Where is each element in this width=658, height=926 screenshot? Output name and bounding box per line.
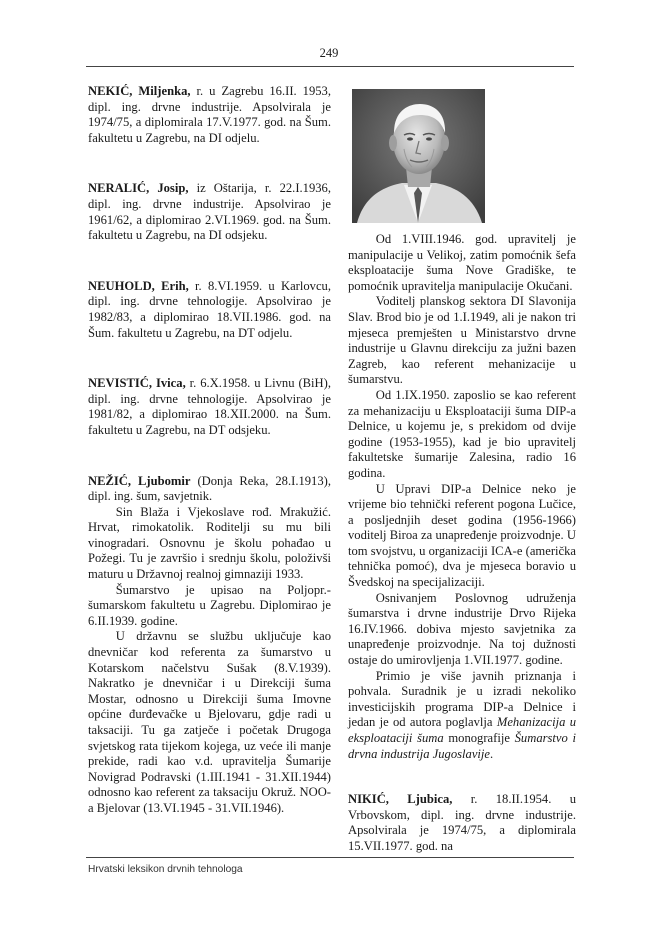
biography-paragraph-last — [348, 669, 576, 763]
paragraph-text: monografije — [443, 731, 515, 745]
entry-nekic — [88, 84, 331, 146]
portrait-image — [352, 89, 485, 223]
entry-surname: NEKIĆ, — [88, 84, 133, 98]
entry-nezic — [88, 474, 331, 817]
biography-paragraph: Voditelj planskog sektora DI Slavonija Slav. Brod bio je od 1.I.1949, ali je nakon tri mjeseca premješten u Ministarstvo drvne industrije u Glavnu direkciju za južni bazen Zagreb, kao referent mehanizacije u šumarstvu. — [348, 294, 576, 387]
entry-surname: NEVISTIĆ, — [88, 376, 153, 391]
biography-paragraph: U državnu se službu uključuje kao dnevničar kod referenta za šumarstvo u Kotarskom načelstvu Sušak (8.V.1939). Nakratko je dnevničar i u Direkciji šuma Mostar, odnosno u Direkciji šuma Imovne općine đurđevačke u Bjelovaru, gdje radi u taksaciji. Tu ga zatječe i početak Drugoga svjetskog rata tijekom kojega, uz veće ili manje prekide, radi kao v.d. upravitelja Šumarije Novigrad Podravski (1.III.1941 - 31.XII.1944) odnosno kao referent za taksaciju Okruž. NOO-a Bjelovar (13.VI.1945 - 31.VII.1946). — [88, 629, 331, 815]
entry-given-name: Erih, — [161, 278, 189, 293]
entry-given-name: Miljenka, — [138, 84, 191, 98]
entry-given-name: Ljubica, — [407, 792, 453, 807]
entry-given-name: Josip, — [157, 181, 189, 196]
biography-paragraph: U Upravi DIP-a Delnice neko je vrijeme bio tehnički referent pogona Lučice, a posljednjih deset godina (1956-1966) voditelj Biroa za unapređenje proizvodnje. U tom svojstvu, u organizaciji ICA-e (američka tehnička pomoć), dva je mjeseca boravio u Švedskoj na specijalizaciji. — [348, 481, 576, 590]
footer-title: Hrvatski leksikon drvnih tehnologa — [88, 864, 243, 875]
portrait-photo — [352, 89, 485, 223]
entry-text: r. u Zagrebu 16.II. 1953, dipl. ing. drvne industrije. Apsolvirala je 1974/75, a diplomirala 17.V.1977. god. na Šum. fakultetu u Zagrebu, na DI odjelu. — [88, 84, 331, 145]
biography-paragraph: Šumarstvo je upisao na Poljopr.-šumarskom fakultetu u Zagrebu. Diplomirao je 6.II.1939. godine. — [88, 582, 331, 628]
paragraph-text: . — [490, 746, 494, 761]
left-column — [88, 84, 331, 817]
entry-text: (Donja Reka, 28.I.1913), dipl. ing. šum, savjetnik. — [88, 473, 331, 504]
biography-paragraph: Od 1.IX.1950. zaposlio se kao referent za mehanizaciju u Eksploataciji šuma DIP-a Delnice, u kojemu je, s prekidom od dvije godine (1953-1955), kad je bio upravitelj fakultetske šumarije Zalesina, radio 16 godina. — [348, 387, 576, 480]
entry-given-name: Ivica, — [155, 376, 186, 391]
entry-text: r. 6.X.1958. u Livnu (BiH), dipl. ing. drvne tehnologije. Apsolvirao je 1981/82, a diplomirao 18.XII.2000. na Šum. fakultetu u Zagrebu, na DT odsjeku. — [88, 376, 331, 437]
paragraph-text: Primio je više javnih priznanja i pohvala. Suradnik je u izradi nekoliko investicijskih programa DIP-a Delnice i jedan je od autora poglavlja — [348, 668, 576, 730]
page-number: 249 — [319, 46, 339, 60]
entry-surname: NIKIĆ, — [348, 792, 389, 807]
entry-given-name: Ljubomir — [138, 473, 191, 488]
monograph-title: Šumarstvo i drvna industrija Jugoslavije — [348, 731, 576, 761]
footer-rule — [86, 857, 574, 858]
right-column — [348, 232, 576, 855]
entry-surname: NEUHOLD, — [88, 278, 155, 293]
entry-surname: NERALIĆ, — [88, 181, 150, 196]
entry-text: iz Oštarija, r. 22.I.1936, dipl. ing. drvne industrije. Apsolvirao je 1961/62, a diplomirao 2.VI.1969. god. na Šum. fakultetu u Zagrebu, na DI odsjeku. — [88, 181, 331, 243]
entry-surname: NEŽIĆ, — [88, 473, 132, 488]
entry-nevistic — [88, 376, 331, 438]
entry-text: r. 8.VI.1959. u Karlovcu, dipl. ing. drvne tehnologije. Apsolvirao je 1982/83, a diplomirao 18.VII.1986. god. na Šum. fakultetu u Zagrebu, na DT odjelu. — [88, 278, 332, 340]
entry-neralic — [88, 181, 331, 243]
entry-text: r. 18.II.1954. u Vrbovskom, dipl. ing. drvne industrije. Apsolvirala je 1974/75, a diplomirala 15.VII.1977. god. na — [348, 792, 576, 853]
biography-paragraph: Osnivanjem Poslovnog udruženja šumarstva i drvne industrije Drvo Rijeka 16.IV.1966. dobiva mjesto savjetnika za unapređenje proizvodnje. Na toj dužnosti ostaje do umirovljenja 1.VII.1977. godine. — [348, 590, 576, 668]
entry-neuhold — [88, 279, 331, 341]
chapter-title: Mehanizacija u eksploataciji šuma — [348, 715, 577, 745]
biography-paragraph: Od 1.VIII.1946. god. upravitelj je manipulacije u Velikoj, zatim pomoćnik šefa eksploatacije šuma Nove Gradiške, te pomoćnik upravitelja manipulacije Okučani. — [348, 232, 576, 293]
entry-nikic — [348, 792, 576, 854]
biography-paragraph: Sin Blaža i Vjekoslave rođ. Mrakužić. Hrvat, rimokatolik. Roditelji su mu bili vinogradari. Osnovnu je školu pohađao u Požegi. Tu je završio i srednju školu, položivši maturu u Državnoj realnoj gimnaziji 1933. — [88, 504, 331, 582]
header-rule — [86, 66, 574, 67]
